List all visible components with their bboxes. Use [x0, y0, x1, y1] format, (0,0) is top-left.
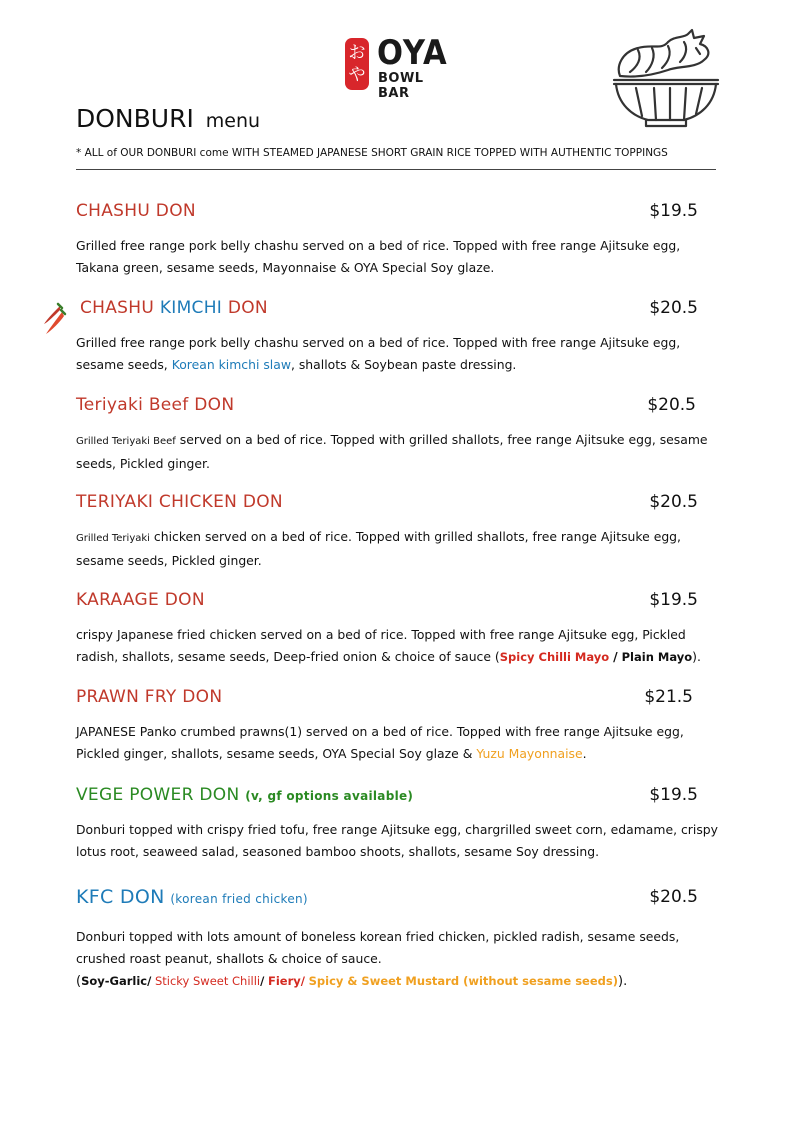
brand-logo	[345, 33, 455, 101]
item-price: $19.5	[649, 785, 698, 805]
sauce-options	[76, 971, 721, 993]
desc-part: .	[582, 745, 587, 761]
item-description: Grilled free range pork belly chashu served on a bed of rice. Topped with free range Ajitsuke egg, Takana green, sesame seeds, Mayonnaise & OYA Special Soy glaze.	[76, 238, 681, 275]
item-name-kimchi: KIMCHI	[159, 298, 223, 318]
item-price: $21.5	[644, 687, 693, 707]
item-name-text: VEGE POWER DON	[76, 785, 240, 805]
desc-separator: /	[613, 648, 618, 664]
item-description	[76, 429, 721, 474]
rice-note: * ALL of OUR DONBURI come WITH STEAMED JAPANESE SHORT GRAIN RICE TOPPED WITH AUTHENTIC TOPPINGS	[76, 147, 668, 159]
item-name: Teriyaki Beef DON	[76, 395, 235, 415]
item-name-note: (korean fried chicken)	[170, 892, 308, 906]
bowl-icon	[608, 28, 724, 128]
item-name: KARAAGE DON	[76, 590, 205, 610]
desc-part: Grilled Teriyaki Beef	[76, 436, 176, 447]
sauce-spicy-chilli-mayo: Spicy Chilli Mayo	[499, 649, 610, 664]
item-name: PRAWN FRY DON	[76, 687, 223, 707]
item-price: $19.5	[649, 590, 698, 610]
sauce-plain-mayo: Plain Mayo	[621, 649, 693, 664]
desc-part: Grilled Teriyaki	[76, 533, 150, 544]
item-description: Donburi topped with crispy fried tofu, free range Ajitsuke egg, chargrilled sweet corn, edamame, crispy lotus root, seaweed salad, seasoned bamboo shoots, shallots, sesame Soy dressing.	[76, 822, 718, 859]
sauce-spicy-sweet-mustard: Spicy & Sweet Mustard (without sesame seeds)	[308, 974, 618, 988]
sauce-sticky-sweet-chilli: Sticky Sweet Chilli	[154, 974, 261, 988]
desc-yuzu-mayo: Yuzu Mayonnaise	[476, 745, 583, 761]
item-price: $20.5	[649, 492, 698, 512]
desc-part: (	[76, 974, 82, 989]
item-name-part: CHASHU	[80, 298, 155, 318]
item-price: $20.5	[647, 395, 696, 415]
item-name: TERIYAKI CHICKEN DON	[76, 492, 283, 512]
logo-name: OYA	[377, 33, 448, 73]
desc-part: ).	[692, 648, 701, 664]
logo-subtitle: BOWL BAR	[378, 71, 424, 101]
desc-part: ).	[618, 974, 628, 989]
desc-part: Grilled free range pork belly chashu served on a bed of rice. Topped with free range Ajitsuke egg, sesame seeds,	[76, 335, 681, 372]
item-description	[76, 721, 691, 764]
item-name-part: DON	[227, 298, 268, 318]
title-main: DONBURI	[76, 104, 194, 133]
chilli-icon	[40, 302, 74, 338]
item-price: $20.5	[649, 298, 698, 318]
desc-separator: /	[260, 974, 265, 988]
item-name-note: (v, gf options available)	[245, 789, 414, 803]
desc-part: crispy Japanese fried chicken served on a bed of rice. Topped with free range Ajitsuke egg, Pickled radish, shallots, sesame seeds, Deep-fried onion & choice of sauce (	[76, 627, 686, 664]
item-name-text: KFC DON	[76, 886, 165, 908]
sauce-fiery: Fiery/	[268, 974, 305, 988]
divider	[76, 169, 716, 170]
desc-part: served on a bed of rice. Topped with grilled shallots, free range Ajitsuke egg, sesame seeds, Pickled ginger.	[76, 432, 708, 471]
logo-badge: おや	[345, 38, 369, 90]
sauce-soy-garlic: Soy-Garlic/	[81, 974, 152, 988]
item-description	[76, 526, 721, 571]
item-price: $20.5	[649, 887, 698, 907]
page-title	[76, 104, 260, 136]
item-description	[76, 624, 721, 668]
desc-part: chicken served on a bed of rice. Topped with grilled shallots, free range Ajitsuke egg, sesame seeds, Pickled ginger.	[76, 529, 681, 568]
item-price: $19.5	[649, 201, 698, 221]
title-menu: menu	[205, 110, 261, 132]
item-name: CHASHU DON	[76, 201, 196, 221]
desc-highlight: Korean kimchi slaw	[171, 356, 291, 372]
desc-part: , shallots & Soybean paste dressing.	[290, 356, 517, 372]
item-description: Donburi topped with lots amount of boneless korean fried chicken, pickled radish, sesame seeds, crushed roast peanut, shallots & choice of sauce.	[76, 929, 680, 966]
desc-part: JAPANESE Panko crumbed prawns(1) served on a bed of rice. Topped with free range Ajitsuke egg, Pickled ginger, shallots, sesame seeds, OYA Special Soy glaze &	[76, 724, 684, 761]
item-description	[76, 332, 721, 375]
